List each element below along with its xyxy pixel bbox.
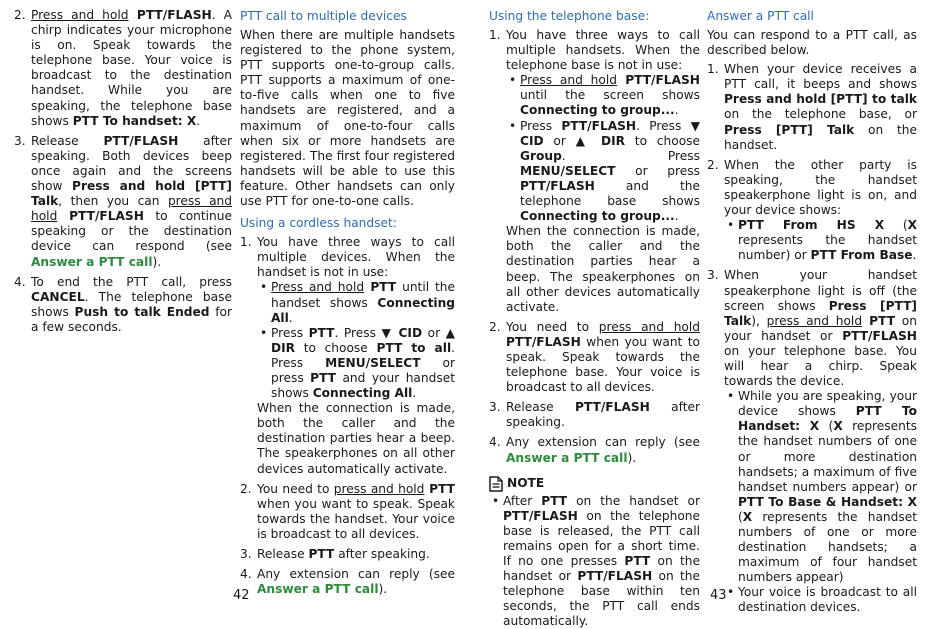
subsection-heading: Using the telephone base: (489, 9, 650, 23)
list-item: 3. Release PTT/FLASH after speaking. (489, 400, 700, 430)
connection-note: When the connection is made, both the caller and the destination parties hear a beep. The speakerphones on all other devices automatically activate. (506, 224, 700, 314)
bullet-list (257, 280, 455, 401)
subsection-heading: Using a cordless handset: (240, 216, 397, 231)
steps-list-answer (707, 62, 917, 615)
bullet-item: • Your voice is broadcast to all destination devices. (724, 585, 917, 615)
bullet-item: • Press PTT/FLASH. Press ▼ CID or ▲ DIR to choose Group. Press MENU/SELECT or press PTT/FLASH and the telephone base shows Connecting to group.... (506, 119, 700, 225)
bullet-list (724, 218, 917, 263)
list-item: 4. Any extension can reply (see Answer a PTT call). (489, 435, 700, 465)
column-1 (14, 8, 232, 340)
answer-ptt-call-link[interactable]: Answer a PTT call (506, 450, 628, 465)
bullet-item: • Press and hold PTT until the handset shows Connecting All. (257, 280, 455, 325)
note-heading (489, 476, 700, 492)
note-list (489, 494, 700, 629)
page-number-right: 43 (710, 588, 727, 603)
steps-list-base (489, 28, 700, 466)
connection-note: When the connection is made, both the caller and the destination parties hear a beep. The speakerphones on all other devices automatically activate. (257, 401, 455, 476)
bullet-item: • After PTT on the handset or PTT/FLASH on the telephone base is released, the PTT call remains open for a short time. If no one presses PTT on the handset or PTT/FLASH on the telephone base within ten seconds, the PTT call ends automatically. (489, 494, 700, 629)
note-icon (489, 476, 503, 492)
list-item: 2. You need to press and hold PTT when you want to speak. Speak towards the handset. Your voice is broadcast to all devices. (240, 481, 455, 541)
list-item: 1. You have three ways to call multiple handsets. When the telephone base is not in use: • Press and hold PTT/FLASH until the screen shows Connecting to group.... • Press PTT/FLASH. Press ▼ CID or ▲ DIR to choose Group. Press MENU/SELECT or press PTT/FLASH and the telephone base shows Connecting to group.... When the connection is made, both the caller and the destination parties hear a beep. The speakerphones on all other devices automatically activate. (489, 28, 700, 315)
list-item: 4. To end the PTT call, press CANCEL. The telephone base shows Push to talk Ended for a few seconds. (14, 274, 232, 334)
list-item: 1. You have three ways to call multiple devices. When the handset is not in use: • Press and hold PTT until the handset shows Connecting All. • Press PTT. Press ▼ CID or ▲ DIR to choose PTT to all. Press MENU/SELECT or press PTT and your handset shows Connecting All. When the connection is made, both the caller and the destination parties hear a beep. The speakerphones on all other devices automatically activate. (240, 235, 455, 477)
answer-ptt-call-link[interactable]: Answer a PTT call (257, 582, 379, 597)
list-item: 2. Press and hold PTT/FLASH. A chirp indicates your microphone is on. Speak towards the telephone base. Your voice is broadcast to the destination handset. While you are speaking, the telephone base shows PTT To handset: X. (14, 8, 232, 128)
section-heading: PTT call to multiple devices (240, 9, 407, 23)
list-item: 3. When your handset speakerphone light is off (the screen shows Press [PTT] Talk), press and hold PTT on your handset or PTT/FLASH on your telephone base. You will hear a chirp. Speak towards the device. • While you are speaking, your device shows PTT To Handset: X (X represents the handset numbers of one or more destination handsets; a maximum of five handset numbers appear) or PTT To Base & Handset: X (X represents the handset numbers of one or more destination handsets; a maximum of four handset numbers appear) • Your voice is broadcast to all destination devices. (707, 268, 917, 615)
note-label: NOTE (507, 476, 545, 491)
list-item: 3. Release PTT/FLASH after speaking. Both devices beep once again and the screens show Press and hold [PTT] Talk, then you can press and hold PTT/FLASH to continue speaking or the destination device can respond (see Answer a PTT call). (14, 133, 232, 269)
list-item: 4. Any extension can reply (see Answer a PTT call). (240, 567, 455, 597)
steps-list-base-single (14, 8, 232, 335)
list-item: 1. When your device receives a PTT call, it beeps and shows Press and hold [PTT] to talk on the telephone base, or Press [PTT] Talk on the handset. (707, 62, 917, 152)
column-3 (489, 8, 700, 629)
column-2 (240, 8, 455, 602)
bullet-item: • Press and hold PTT/FLASH until the screen shows Connecting to group.... (506, 73, 700, 118)
list-item: 2. When the other party is speaking, the handset speakerphone light is on, and your device shows: • PTT From HS X (X represents the handset number) or PTT From Base. (707, 158, 917, 264)
bullet-item: • Press PTT. Press ▼ CID or ▲ DIR to choose PTT to all. Press MENU/SELECT or press PTT and your handset shows Connecting All. (257, 326, 455, 401)
intro-paragraph: When there are multiple handsets registered to the phone system, PTT supports one-to-group calls. PTT supports a maximum of one-to-five calls when one to five handsets are registered, and a maximum of one-to-four calls when six or more handsets are registered. The first four registered handsets will be able to use this feature. Other handsets can only use PTT for one-to-one calls. (240, 28, 455, 209)
steps-list-handset (240, 235, 455, 597)
page-number-left: 42 (233, 588, 250, 603)
section-heading: Answer a PTT call (707, 9, 814, 23)
bullet-item: • While you are speaking, your device shows PTT To Handset: X (X represents the handset numbers of one or more destination handsets; a maximum of five handset numbers appear) or PTT To Base & Handset: X (X represents the handset numbers of one or more destination handsets; a maximum of four handset numbers appear) (724, 389, 917, 585)
column-4 (707, 8, 917, 621)
answer-ptt-call-link[interactable]: Answer a PTT call (31, 254, 153, 269)
list-item: 2. You need to press and hold PTT/FLASH when you want to speak. Speak towards the telephone base. Your voice is broadcast to all devices. (489, 319, 700, 395)
bullet-item: • PTT From HS X (X represents the handset number) or PTT From Base. (724, 218, 917, 263)
list-item: 3. Release PTT after speaking. (240, 547, 430, 561)
intro-paragraph: You can respond to a PTT call, as described below. (707, 28, 917, 58)
bullet-list (724, 389, 917, 615)
bullet-list (506, 73, 700, 224)
